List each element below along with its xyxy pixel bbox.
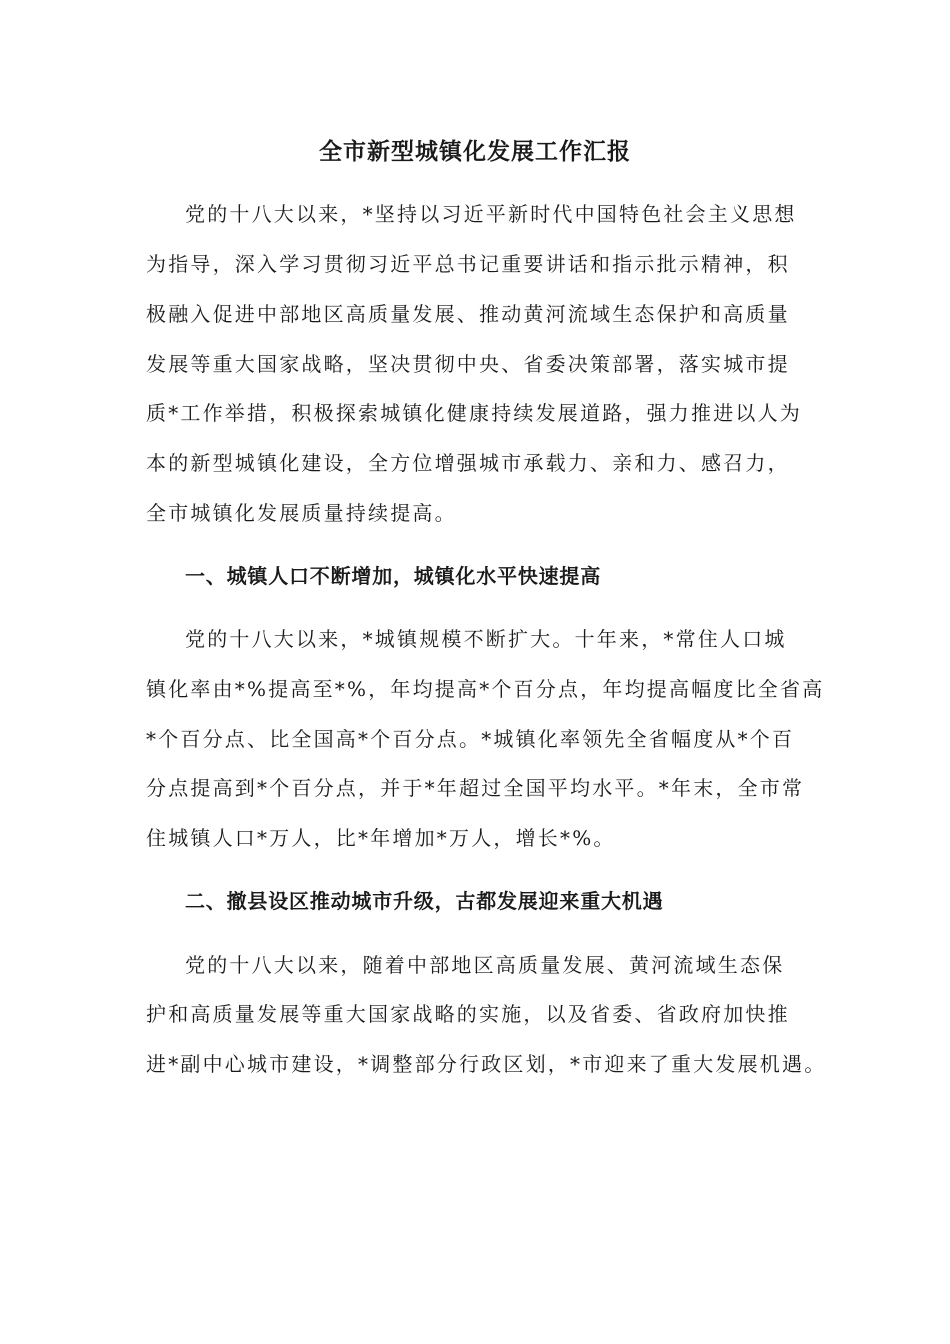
intro-line: 党的十八大以来，*坚持以习近平新时代中国特色社会主义思想: [185, 202, 797, 226]
section-1-line: 住城镇人口*万人，比*年增加*万人，增长*%。: [146, 826, 616, 850]
section-1-line: 镇化率由*%提高至*%，年均提高*个百分点，年均提高幅度比全省高: [146, 677, 825, 701]
intro-line: 发展等重大国家战略，坚决贯彻中央、省委决策部署，落实城市提: [146, 352, 790, 376]
intro-line: 质*工作举措，积极探索城镇化健康持续发展道路，强力推进以人为: [146, 401, 802, 425]
section-1-line: 党的十八大以来，*城镇规模不断扩大。十年来，*常住人口城: [185, 627, 787, 651]
section-1-heading: 一、城镇人口不断增加，城镇化水平快速提高: [185, 564, 601, 588]
intro-line: 本的新型城镇化建设，全方位增强城市承载力、亲和力、感召力，: [146, 451, 790, 475]
section-2-line: 护和高质量发展等重大国家战略的实施，以及省委、省政府加快推: [146, 1002, 790, 1026]
document-title: 全市新型城镇化发展工作汇报: [319, 139, 631, 165]
section-2-line: 党的十八大以来，随着中部地区高质量发展、黄河流域生态保: [185, 953, 785, 977]
section-1-line: 分点提高到*个百分点，并于*年超过全国平均水平。*年末，全市常: [146, 776, 805, 800]
intro-line: 极融入促进中部地区高质量发展、推动黄河流域生态保护和高质量: [146, 302, 790, 326]
section-2-line: 进*副中心城市建设，*调整部分行政区划，*市迎来了重大发展机遇。: [146, 1052, 827, 1076]
intro-line: 全市城镇化发展质量持续提高。: [146, 501, 457, 525]
intro-line: 为指导，深入学习贯彻习近平总书记重要讲话和指示批示精神，积: [146, 252, 790, 276]
section-1-line: *个百分点、比全国高*个百分点。*城镇化率领先全省幅度从*个百: [146, 727, 795, 751]
section-2-heading: 二、撤县设区推动城市升级，古都发展迎来重大机遇: [185, 889, 664, 913]
